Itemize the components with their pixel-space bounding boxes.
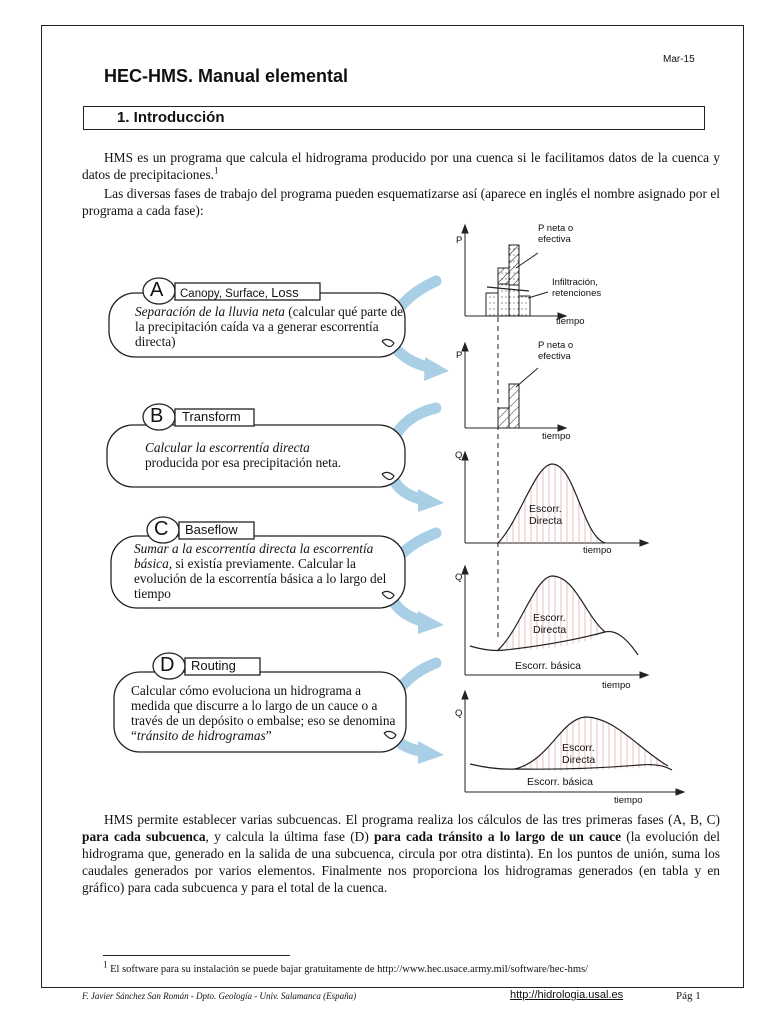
graph4-q-label: Q [455, 572, 463, 583]
graph1-time-label: tiempo [556, 316, 585, 327]
graph3-time-label: tiempo [583, 545, 612, 556]
step-c-label: Baseflow [185, 522, 238, 537]
footnote-ref[interactable]: 1 [214, 165, 219, 176]
header-date: Mar-15 [663, 54, 695, 65]
footnote-separator [103, 955, 290, 956]
intro-text-1: HMS es un programa que calcula el hidrograma producido por una cuenca si le facilitamos datos de la cuenca y datos de precipitaciones. [82, 150, 720, 182]
graph5-q-label: Q [455, 708, 463, 719]
intro-text-2: Las diversas fases de trabajo del programa pueden esquematizarse así (aparece en inglés el nombre asignado por el programa a cada fase): [82, 186, 720, 218]
graph5-direct-label: Escorr. Directa [562, 742, 596, 766]
graph5-time-label: tiempo [614, 795, 643, 806]
summary-paragraph: HMS permite establecer varias subcuencas. El programa realiza los cálculos de las tres primeras fases (A, B, C) para cada subcuenca, y calcula la última fase (D) para cada tránsito a lo largo de un cauce (la evolución del hidrograma que, generado en la salida de una subcuenca, circula por otra distinta). En los puntos de unión, suma los caudales generados por varios elementos. Finalmente nos proporciona los hidrogramas generados (en tabla y en gráfico) para cada subcuenca y para el total de la cuenca. [82, 812, 720, 895]
graph2-time-label: tiempo [542, 431, 571, 442]
step-a-text: Separación de la lluvia neta (calcular qué parte de la precipitación caída va a generar escorrentía directa) [135, 304, 404, 349]
step-c-text: Sumar a la escorrentía directa la escorrentía básica, si existía previamente. Calcular la evolución de la escorrentía básica a lo largo del tiempo [134, 541, 387, 601]
step-d-label: Routing [191, 658, 236, 673]
step-b-label: Transform [182, 409, 241, 424]
step-d-text: Calcular cómo evoluciona un hidrograma a medida que discurre a lo largo de un cauce o a través de un depósito o embalse; eso se denomina “tránsito de hidrogramas” [131, 683, 396, 743]
graph4-baseflow-label: Escorr. básica [515, 660, 581, 672]
graph1-p-label: P [456, 235, 463, 246]
section-title: 1. Introducción [117, 109, 225, 126]
step-a-label: Canopy, Surface, Loss [180, 285, 299, 300]
graph-direct-runoff [462, 452, 648, 546]
page-title: HEC-HMS. Manual elemental [104, 66, 349, 86]
step-d-letter: D [160, 654, 175, 676]
footnote: $^1$ El software para su instalación se puede bajar gratuitamente de http://www.hec.usace.army.mil/software/hec-hms/ [103, 959, 589, 975]
footer-page-number: Pág 1 [676, 990, 701, 1002]
graph5-baseflow-label: Escorr. básica [527, 776, 593, 788]
step-b-text: Calcular la escorrentía directa producida por esa precipitación neta. [145, 440, 342, 470]
footer-website-link[interactable]: http://hidrologia.usal.es [510, 989, 624, 1001]
step-b-letter: B [150, 405, 164, 427]
graph2-p-label: P [456, 350, 463, 361]
step-c-letter: C [154, 518, 169, 540]
graph4-time-label: tiempo [602, 680, 631, 691]
graph2-pneta-label: P neta o efectiva [538, 340, 574, 362]
step-a-letter: A [150, 279, 164, 301]
graph1-pneta-label: P neta o efectiva [538, 223, 574, 245]
graph3-q-label: Q [455, 450, 463, 461]
graph3-direct-label: Escorr. Directa [529, 503, 563, 527]
graph4-direct-label: Escorr. Directa [533, 612, 567, 636]
graph1-infiltration-label: Infiltración, retenciones [552, 277, 602, 299]
footer-author: F. Javier Sánchez San Román - Dpto. Geología - Univ. Salamanca (España) [82, 991, 357, 1001]
